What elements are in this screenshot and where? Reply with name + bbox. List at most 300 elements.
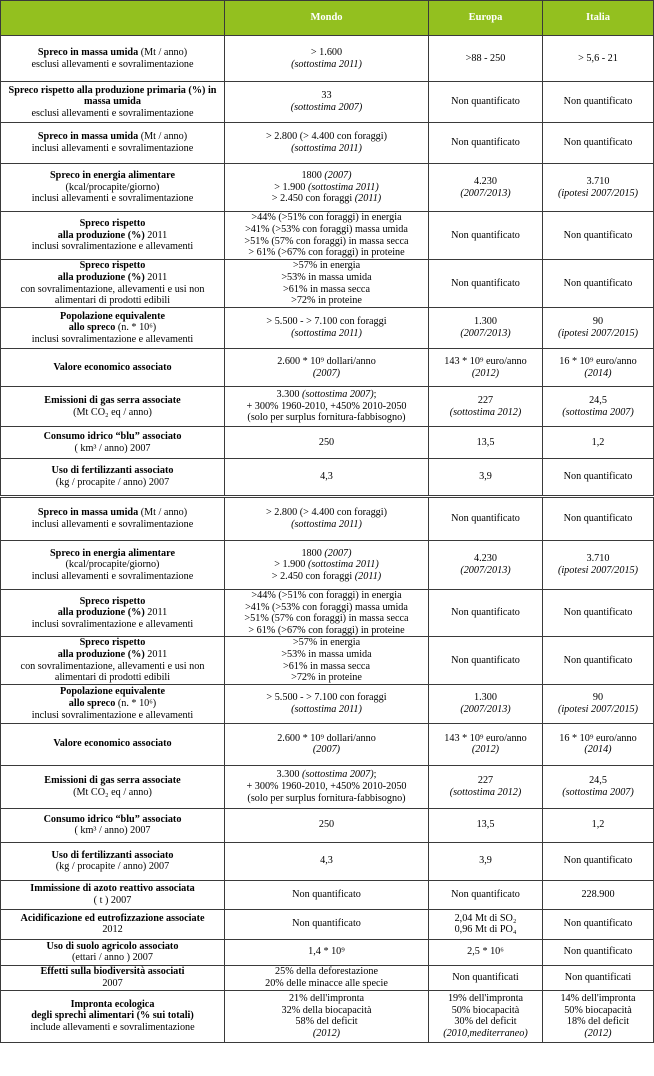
cell-line: 4.230 <box>474 175 497 187</box>
cell-line <box>432 407 539 419</box>
row-label-subtitle: ( t ) 2007 <box>93 894 132 906</box>
cell-line-italic: (2011) <box>354 193 382 205</box>
row-label-title-bold: Spreco in energia alimentare <box>50 170 175 182</box>
row-label-title-bold: Spreco in energia alimentare <box>50 547 175 559</box>
cell-mondo <box>225 349 429 387</box>
row-label-cell <box>1 308 225 349</box>
cell-line-italic: (ipotesi 2007/2015) <box>557 565 639 576</box>
cell-line-italic: (2007) <box>312 367 341 379</box>
cell-italia <box>543 164 654 212</box>
cell-mondo <box>225 880 429 909</box>
cell-line <box>228 328 425 340</box>
cell-line-italic: (sottostima 2011) <box>291 143 362 154</box>
cell-line: 90 <box>592 316 604 328</box>
cell-mondo <box>225 723 429 765</box>
cell-line: Non quantificato <box>451 277 520 289</box>
table-row <box>1 541 654 590</box>
row-label-subtitle: esclusi allevamenti e sovralimentazione <box>31 58 194 70</box>
data-table-bottom <box>0 497 654 1043</box>
cell-line: > 5.500 - > 7.100 con foraggi <box>266 692 387 704</box>
table-row <box>1 909 654 939</box>
row-label-subtitle: 2007 <box>102 977 123 989</box>
cell-line: > 5.500 - > 7.100 con foraggi <box>266 316 387 328</box>
cell-line <box>546 704 650 716</box>
cell-italia <box>543 123 654 164</box>
row-label-title <box>4 47 221 59</box>
row-label-subtitle: con sovralimentazione, allevamenti e usi non <box>20 660 205 672</box>
row-label-title-bold: Spreco in massa umida <box>37 507 139 519</box>
table-body-bottom <box>1 498 654 1043</box>
cell-line: 21% dell'impronta <box>288 993 365 1005</box>
cell-line: 25% della deforestazione <box>275 966 378 978</box>
row-label-title <box>4 85 221 108</box>
row-label-title-bold: Uso di suolo agricolo associato <box>46 940 179 952</box>
cell-line: >44% (>51% con foraggi) in energia <box>251 212 402 224</box>
table-row <box>1 164 654 212</box>
cell-europa <box>429 684 543 723</box>
cell-line: Non quantificato <box>292 888 361 900</box>
cell-line: 227 <box>477 775 494 787</box>
cell-line: Non quantificato <box>563 918 633 930</box>
cell-line: 227 <box>477 394 494 406</box>
row-label-cell <box>1 498 225 541</box>
cell-line: 4,3 <box>320 855 333 867</box>
cell-line: >51% (57% con foraggi) in massa secca <box>244 235 409 247</box>
cell-line <box>228 102 425 114</box>
cell-europa <box>429 164 543 212</box>
table-row <box>1 212 654 260</box>
row-label-title-unit: (Mt / anno) <box>138 507 188 519</box>
cell-europa <box>429 637 543 684</box>
cell-line-italic: (sottostima 2007) <box>562 406 634 418</box>
cell-line-italic: (sottostima 2011) <box>291 703 362 715</box>
cell-line: Non quantificato <box>563 96 633 108</box>
row-label-cell <box>1 842 225 880</box>
row-label-title-line2 <box>4 649 221 661</box>
cell-line: 58% del deficit <box>295 1016 358 1028</box>
cell-mondo <box>225 637 429 684</box>
cell-line: > 61% (>67% con foraggi) in proteine <box>248 624 405 636</box>
cell-europa <box>429 723 543 765</box>
cell-line: Non quantificato <box>563 137 633 149</box>
cell-line: Non quantificato <box>451 513 520 525</box>
cell-line: Non quantificato <box>451 654 520 666</box>
cell-line: > 1.900 (sottostima 2011) <box>274 559 379 571</box>
row-label-title <box>4 999 221 1011</box>
cell-line-italic: (sottostima 2011) <box>307 559 379 571</box>
cell-line-italic: (2010,mediterraneo) <box>443 1027 528 1039</box>
cell-line: Non quantificato <box>563 471 633 483</box>
row-label-title <box>4 814 221 826</box>
row-label-cell <box>1 723 225 765</box>
cell-line: 20% delle minacce alle specie <box>265 977 388 989</box>
cell-italia <box>543 990 654 1042</box>
cell-line-italic: (sottostima 2011) <box>291 328 362 339</box>
row-label-subtitle: inclusi sovralimentazione e allevamenti <box>31 333 194 345</box>
row-label-title <box>4 311 221 323</box>
row-label-title <box>4 362 221 374</box>
header-italia: Italia <box>543 1 654 36</box>
cell-italia <box>543 260 654 308</box>
cell-line: 50% biocapacità <box>564 1004 632 1016</box>
cell-line: >88 - 250 <box>465 52 506 64</box>
row-label-title <box>4 431 221 443</box>
cell-line <box>432 787 539 799</box>
cell-line <box>546 565 650 577</box>
row-label-title <box>4 738 221 750</box>
cell-line <box>228 143 425 155</box>
row-label-subtitle: inclusi sovralimentazione e allevamenti <box>31 618 194 630</box>
table-row <box>1 808 654 842</box>
cell-line-italic: (2012) <box>584 1027 612 1039</box>
row-label-cell <box>1 880 225 909</box>
cell-line: Non quantificato <box>451 96 520 108</box>
row-label-cell <box>1 459 225 496</box>
row-label-cell <box>1 909 225 939</box>
cell-line: (solo per surplus fornitura-fabbisogno) <box>247 792 406 804</box>
cell-line-italic: (2007) <box>312 744 341 756</box>
cell-line: 1.300 <box>474 316 497 328</box>
row-label-title <box>4 395 221 407</box>
cell-italia <box>543 965 654 990</box>
cell-line: (solo per surplus fornitura-fabbisogno) <box>247 412 406 424</box>
row-label-cell <box>1 684 225 723</box>
row-label-title <box>4 131 221 143</box>
row-label-title-bold: Spreco rispetto <box>79 595 146 607</box>
table-row <box>1 880 654 909</box>
cell-line: 16 * 10⁹ euro/anno <box>559 355 637 367</box>
row-label-title-bold: Popolazione equivalente <box>60 310 165 322</box>
row-label-subtitle: (Mt CO₂ eq / anno) <box>73 786 152 798</box>
cell-europa <box>429 541 543 590</box>
row-label-cell <box>1 965 225 990</box>
cell-europa <box>429 212 543 260</box>
cell-line: Non quantificato <box>451 229 520 241</box>
table-row <box>1 990 654 1042</box>
cell-line-italic: (2011) <box>354 570 382 582</box>
cell-europa <box>429 427 543 459</box>
cell-italia <box>543 909 654 939</box>
cell-line <box>228 59 425 71</box>
cell-line: 13,5 <box>476 819 495 831</box>
cell-line: >61% in massa secca <box>283 660 370 672</box>
table-row <box>1 82 654 123</box>
row-label-title-bold: Popolazione equivalente <box>60 686 165 698</box>
row-label-title2-bold: alla produzione (%) <box>57 229 145 241</box>
cell-line: >41% (>53% con foraggi) massa umida <box>245 601 408 613</box>
cell-mondo <box>225 965 429 990</box>
cell-line <box>432 328 539 340</box>
cell-line: > 2.800 (> 4.400 con foraggi) <box>266 131 387 143</box>
table-body-top <box>1 36 654 496</box>
row-label-title2-bold: alla produzione (%) <box>57 271 145 283</box>
row-label-cell <box>1 82 225 123</box>
cell-europa <box>429 82 543 123</box>
cell-line: 250 <box>318 819 335 831</box>
cell-mondo <box>225 427 429 459</box>
row-label-subtitle: ( km³ / anno) 2007 <box>74 825 151 837</box>
row-label-title-bold: Spreco in massa umida <box>37 46 139 58</box>
cell-line: >44% (>51% con foraggi) in energia <box>251 590 402 601</box>
cell-line: + 300% 1960-2010, +450% 2010-2050 <box>246 780 407 792</box>
cell-line: >61% in massa secca <box>283 283 370 295</box>
cell-line-italic: (2014) <box>584 744 612 756</box>
cell-line: Non quantificato <box>563 946 633 958</box>
row-label-subtitle-2: inclusi allevamenti e sovralimentazione <box>31 193 194 205</box>
cell-italia <box>543 82 654 123</box>
cell-line: + 300% 1960-2010, +450% 2010-2050 <box>246 400 407 412</box>
cell-line: >72% in proteine <box>291 672 362 684</box>
cell-line: 2.600 * 10⁹ dollari/anno <box>277 732 376 744</box>
row-label-title <box>4 548 221 560</box>
row-label-title <box>4 850 221 862</box>
cell-italia <box>543 637 654 684</box>
cell-line-italic: (sottostima 2012) <box>449 406 522 418</box>
cell-line-italic: (sottostima 2011) <box>291 519 362 530</box>
cell-line-italic: (2012) <box>312 1027 341 1039</box>
cell-italia <box>543 541 654 590</box>
cell-mondo <box>225 765 429 808</box>
cell-line: 1800 (2007) <box>301 170 352 182</box>
cell-line <box>546 787 650 799</box>
row-label-cell <box>1 387 225 427</box>
row-label-cell <box>1 990 225 1042</box>
row-label-title-bold: Immissione di azoto reattivo associata <box>30 883 195 895</box>
row-label-cell <box>1 212 225 260</box>
table-row <box>1 684 654 723</box>
cell-line: 143 * 10⁹ euro/anno <box>444 355 527 367</box>
row-label-cell <box>1 939 225 965</box>
cell-europa <box>429 387 543 427</box>
cell-line-italic: (sottostima 2011) <box>291 58 362 70</box>
cell-line: 143 * 10⁹ euro/anno <box>444 732 527 744</box>
row-label-subtitle: (Mt CO₂ eq / anno) <box>73 406 152 418</box>
cell-mondo <box>225 541 429 590</box>
cell-line: Non quantificato <box>563 513 633 525</box>
row-label-title2-unit: (n. * 10⁶) <box>115 697 157 709</box>
cell-europa <box>429 590 543 637</box>
cell-line <box>432 368 539 380</box>
table-row <box>1 590 654 637</box>
cell-line-italic: (2012) <box>471 367 500 379</box>
table-row <box>1 308 654 349</box>
row-label-title <box>4 775 221 787</box>
header-mondo: Mondo <box>225 1 429 36</box>
table-row <box>1 459 654 496</box>
cell-europa <box>429 990 543 1042</box>
cell-europa <box>429 308 543 349</box>
cell-line: 3,9 <box>479 471 492 483</box>
row-label-cell <box>1 765 225 808</box>
row-label-title-unit: (Mt / anno) <box>138 46 188 58</box>
row-label-title-line2 <box>4 272 221 284</box>
row-label-title-bold: Impronta ecologica <box>70 998 155 1010</box>
cell-line: 30% del deficit <box>454 1016 517 1028</box>
row-label-title-bold: Effetti sulla biodiversità associati <box>40 966 185 978</box>
row-label-subtitle: 2012 <box>102 924 123 936</box>
cell-line-italic: (2007) <box>324 170 352 182</box>
table-row <box>1 939 654 965</box>
cell-line: Non quantificato <box>563 855 633 867</box>
cell-line: 32% della biocapacità <box>281 1004 372 1016</box>
cell-europa <box>429 842 543 880</box>
cell-line: 24,5 <box>589 394 607 406</box>
cell-mondo <box>225 498 429 541</box>
cell-line-italic: (sottostima 2007) <box>302 769 374 781</box>
row-label-title <box>4 913 221 925</box>
table-row <box>1 637 654 684</box>
cell-line <box>432 704 539 716</box>
cell-europa <box>429 939 543 965</box>
row-label-title2-unit: 2011 <box>144 648 168 660</box>
cell-europa <box>429 808 543 842</box>
row-label-title <box>4 686 221 698</box>
cell-italia <box>543 684 654 723</box>
row-label-title-bold: Spreco rispetto <box>79 637 146 649</box>
row-label-subtitle-2: inclusi allevamenti e sovralimentazione <box>31 570 194 582</box>
row-label-cell <box>1 427 225 459</box>
cell-line-italic: (sottostima 2012) <box>449 786 522 798</box>
cell-line-italic: (ipotesi 2007/2015) <box>557 703 639 715</box>
row-label-subtitle: con sovralimentazione, allevamenti e usi non <box>20 283 205 295</box>
row-label-title-bold: Uso di fertilizzanti associato <box>51 465 174 477</box>
cell-line: 3.300 (sottostima 2007); <box>276 769 377 781</box>
cell-line <box>546 188 650 200</box>
row-label-title-bold: Spreco rispetto alla produzione primaria (%) in massa umida <box>8 84 217 108</box>
cell-line: >57% in energia <box>292 260 361 272</box>
cell-line <box>432 565 539 577</box>
row-label-cell <box>1 36 225 82</box>
cell-line: > 61% (>67% con foraggi) in proteine <box>248 247 405 259</box>
cell-line: Non quantificato <box>563 229 633 241</box>
cell-italia <box>543 459 654 496</box>
cell-line <box>228 368 425 380</box>
row-label-subtitle: (kcal/procapite/giorno) <box>65 181 160 193</box>
cell-line <box>432 188 539 200</box>
cell-italia <box>543 498 654 541</box>
cell-line <box>546 368 650 380</box>
cell-line: 3,9 <box>479 855 492 867</box>
cell-line <box>228 744 425 756</box>
cell-line: 13,5 <box>476 436 495 448</box>
row-label-cell <box>1 349 225 387</box>
cell-line <box>546 328 650 340</box>
header-row <box>1 1 654 36</box>
cell-mondo <box>225 123 429 164</box>
cell-italia <box>543 36 654 82</box>
row-label-subtitle: (kg / procapite / anno) 2007 <box>55 861 170 873</box>
cell-line: 1,4 * 10⁹ <box>308 946 345 958</box>
row-label-title-line2 <box>4 322 221 334</box>
row-label-title <box>4 596 221 608</box>
cell-line: 24,5 <box>589 775 607 787</box>
cell-line: Non quantificati <box>452 971 519 983</box>
cell-line-italic: (sottostima 2007) <box>290 102 363 113</box>
cell-line: Non quantificato <box>451 888 520 900</box>
cell-line: > 2.800 (> 4.400 con foraggi) <box>266 507 387 519</box>
cell-line <box>432 1028 539 1040</box>
cell-line <box>228 519 425 531</box>
cell-line: > 2.450 con foraggi (2011) <box>271 193 382 205</box>
cell-line-italic: (ipotesi 2007/2015) <box>557 187 639 199</box>
cell-mondo <box>225 36 429 82</box>
row-label-title-bold: Consumo idrico “blu” associato <box>43 813 182 825</box>
row-label-title-line2 <box>4 230 221 242</box>
row-label-title <box>4 507 221 519</box>
cell-line-italic: (sottostima 2011) <box>307 181 379 193</box>
cell-europa <box>429 36 543 82</box>
row-label-title <box>4 218 221 230</box>
cell-mondo <box>225 684 429 723</box>
cell-line: 1.300 <box>474 692 497 704</box>
row-label-subtitle: inclusi allevamenti e sovralimentazione <box>31 519 194 530</box>
cell-mondo <box>225 308 429 349</box>
row-label-title2-bold: allo spreco <box>68 322 116 334</box>
cell-line: 33 <box>321 90 332 102</box>
cell-line: 0,96 Mt di PO₄ <box>454 924 517 936</box>
cell-line <box>546 407 650 419</box>
row-label-cell <box>1 123 225 164</box>
cell-line: 3.710 <box>586 553 610 565</box>
row-label-subtitle: (kg / procapite / anno) 2007 <box>55 477 170 488</box>
cell-europa <box>429 459 543 496</box>
row-label-subtitle: (ettari / anno ) 2007 <box>72 952 153 964</box>
cell-line: >41% (>53% con foraggi) massa umida <box>245 223 408 235</box>
cell-line: 1,2 <box>591 819 605 831</box>
row-label-subtitle: include allevamenti e sovralimentazione <box>30 1022 195 1034</box>
cell-line: Non quantificato <box>563 607 633 619</box>
row-label-cell <box>1 808 225 842</box>
cell-line: >72% in proteine <box>291 295 362 307</box>
cell-line: 4,3 <box>320 471 333 483</box>
cell-mondo <box>225 808 429 842</box>
cell-mondo <box>225 212 429 260</box>
table-row <box>1 36 654 82</box>
cell-line: 18% del deficit <box>566 1016 630 1028</box>
row-label-title-line2 <box>4 698 221 710</box>
row-label-subtitle: inclusi sovralimentazione e allevamenti <box>31 709 194 721</box>
cell-line: >51% (57% con foraggi) in massa secca <box>244 613 409 625</box>
cell-mondo <box>225 909 429 939</box>
cell-europa <box>429 965 543 990</box>
cell-line-italic: (2007/2013) <box>460 703 511 715</box>
cell-italia <box>543 939 654 965</box>
table-row <box>1 123 654 164</box>
cell-mondo <box>225 939 429 965</box>
cell-line: 16 * 10⁹ euro/anno <box>559 732 637 744</box>
row-label-title <box>4 941 221 953</box>
row-label-title-bold: Spreco rispetto <box>79 260 146 272</box>
row-label-cell <box>1 637 225 684</box>
row-label-title-bold: Emissioni di gas serra associate <box>44 775 181 787</box>
cell-line <box>228 1028 425 1040</box>
cell-line: 2,5 * 10⁶ <box>467 946 504 958</box>
row-label-title <box>4 637 221 649</box>
row-label-title-line2 <box>4 1010 221 1022</box>
row-label-subtitle: inclusi allevamenti e sovralimentazione <box>31 143 194 154</box>
cell-line: Non quantificato <box>451 137 520 149</box>
cell-line: Non quantificato <box>451 607 520 619</box>
table-row <box>1 387 654 427</box>
cell-line: >53% in massa umida <box>281 271 372 283</box>
cell-italia <box>543 387 654 427</box>
table-row <box>1 965 654 990</box>
cell-line: 3.300 (sottostima 2007); <box>276 389 377 401</box>
cell-europa <box>429 498 543 541</box>
cell-line: 3.710 <box>586 175 610 187</box>
row-label-title2-bold: allo spreco <box>68 697 116 709</box>
cell-line: Non quantificato <box>563 654 633 666</box>
